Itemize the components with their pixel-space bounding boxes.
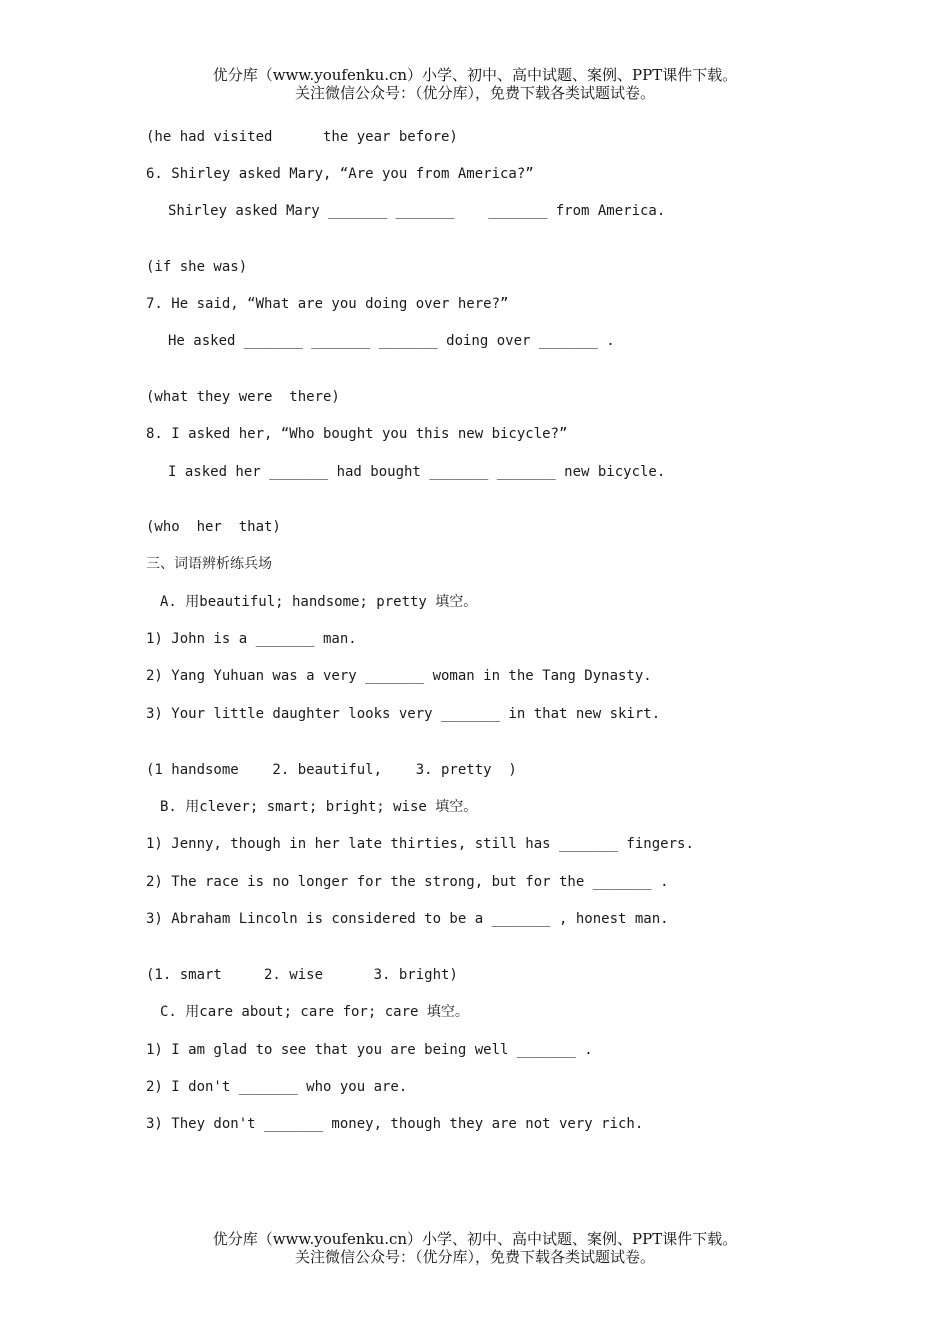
question-6-blank: Shirley asked Mary _______ _______ _______ from America. — [168, 203, 666, 219]
section-3a-item-3: 3) Your little daughter looks very _______ in that new skirt. — [146, 706, 661, 722]
question-6: 6. Shirley asked Mary, “Are you from America?” — [146, 166, 534, 182]
answer-6: (if she was) — [146, 259, 248, 275]
section-3a-item-1: 1) John is a _______ man. — [146, 631, 357, 647]
section-3c-item-2: 2) I don't _______ who you are. — [146, 1079, 408, 1095]
page-footer — [0, 1230, 950, 1266]
section-3a-item-2: 2) Yang Yuhuan was a very _______ woman in the Tang Dynasty. — [146, 668, 652, 684]
section-3b-item-1: 1) Jenny, though in her late thirties, still has _______ fingers. — [146, 836, 694, 852]
answer-7: (what they were there) — [146, 389, 340, 405]
page-header — [0, 66, 950, 102]
section-3b-answer: (1. smart 2. wise 3. bright) — [146, 967, 458, 983]
footer-line-1: 优分库（www.youfenku.cn）小学、初中、高中试题、案例、PPT课件下载。 — [212, 1230, 738, 1248]
header-line-1: 优分库（www.youfenku.cn）小学、初中、高中试题、案例、PPT课件下载。 — [212, 66, 738, 84]
section-3b-title: B. 用clever; smart; bright; wise 填空。 — [160, 799, 478, 815]
section-3c-title: C. 用care about; care for; care 填空。 — [160, 1004, 469, 1020]
footer-line-2: 关注微信公众号：（优分库），免费下载各类试题试卷。 — [294, 1248, 655, 1266]
section-3a-title: A. 用beautiful; handsome; pretty 填空。 — [160, 594, 478, 610]
question-7-blank: He asked _______ _______ _______ doing over _______ . — [168, 333, 615, 349]
section-3c-item-3: 3) They don't _______ money, though they are not very rich. — [146, 1116, 644, 1132]
answer-5: (he had visited the year before) — [146, 129, 458, 145]
section-3b-item-2: 2) The race is no longer for the strong, but for the _______ . — [146, 874, 669, 890]
question-8: 8. I asked her, “Who bought you this new bicycle?” — [146, 426, 568, 442]
answer-8: (who her that) — [146, 519, 281, 535]
question-7: 7. He said, “What are you doing over here?” — [146, 296, 509, 312]
section-3c-item-1: 1) I am glad to see that you are being well _______ . — [146, 1042, 593, 1058]
question-8-blank: I asked her _______ had bought _______ _______ new bicycle. — [168, 464, 666, 480]
header-line-2: 关注微信公众号：（优分库），免费下载各类试题试卷。 — [294, 84, 655, 102]
section-3a-answer: (1 handsome 2. beautiful, 3. pretty ) — [146, 762, 517, 778]
section-3b-item-3: 3) Abraham Lincoln is considered to be a _______ , honest man. — [146, 911, 669, 927]
section-3-title: 三、词语辨析练兵场 — [146, 556, 272, 572]
